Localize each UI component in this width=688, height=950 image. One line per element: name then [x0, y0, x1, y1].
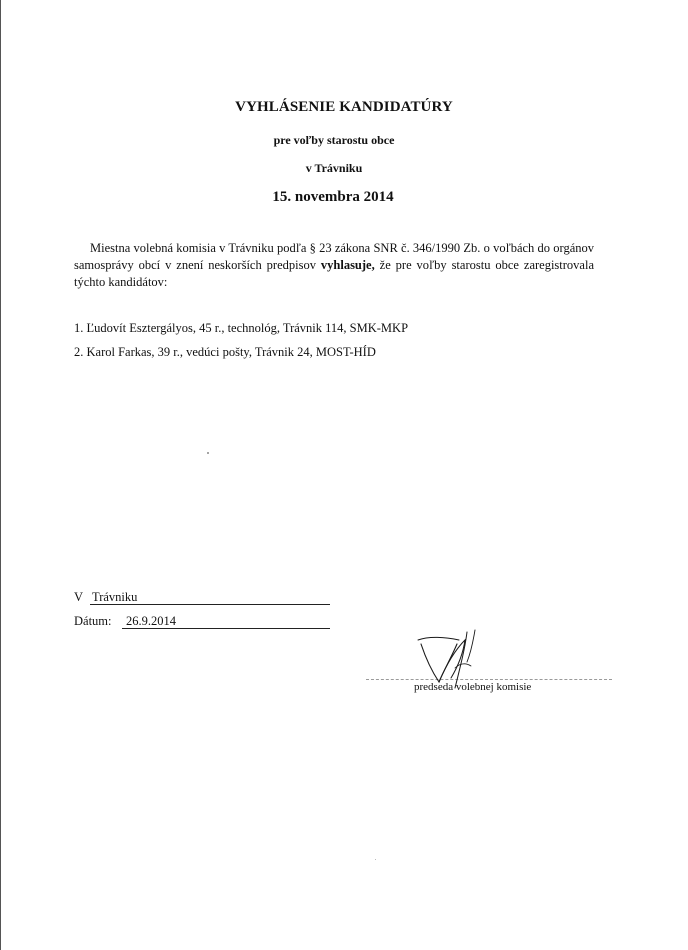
scan-speck [207, 452, 209, 454]
document-subtitle-line1: pre voľby starostu obce [273, 133, 395, 147]
date-label: Dátum: [74, 614, 112, 628]
place-row [74, 590, 330, 604]
date-underline [122, 628, 330, 629]
candidate-item: 2. Karol Farkas, 39 r., vedúci pošty, Trávnik 24, MOST-HÍD [74, 345, 376, 359]
document-subtitle-line2: v Trávniku [305, 161, 363, 175]
place-value: Trávniku [92, 590, 138, 604]
signature-label: predseda volebnej komisie [414, 681, 532, 693]
candidate-item: 1. Ľudovít Esztergályos, 45 r., technológ, Trávnik 114, SMK-MKP [74, 321, 409, 335]
election-date: 15. novembra 2014 [272, 189, 394, 205]
paragraph-text-bold: vyhlasuje, [320, 258, 375, 272]
date-row [74, 614, 330, 628]
place-underline [90, 604, 330, 605]
place-label: V [74, 590, 84, 604]
date-value: 26.9.2014 [126, 614, 176, 628]
announcement-paragraph [74, 240, 594, 291]
paragraph-text-part2: že pre voľby starostu obce zaregistrovala týchto kandidátov: [74, 258, 595, 289]
scan-dot [375, 859, 376, 860]
paragraph-text-part1: Miestna volebná komisia v Trávniku podľa § 23 zákona SNR č. 346/1990 Zb. o voľbách do orgánov samosprávy obcí v znení neskorších predpisov [74, 241, 594, 272]
document-title: VYHLÁSENIE KANDIDATÚRY [235, 99, 453, 115]
